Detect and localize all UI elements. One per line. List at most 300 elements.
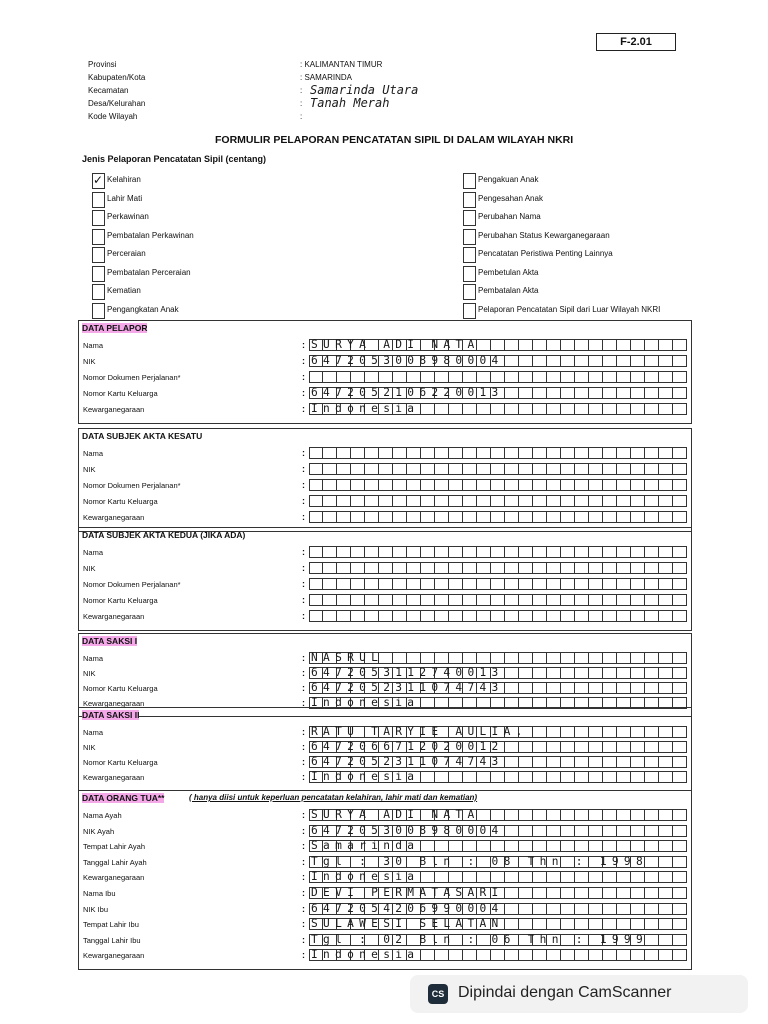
row-colon: :	[302, 757, 305, 767]
grid-cell	[421, 610, 435, 622]
grid-cell	[505, 371, 519, 383]
row-colon: :	[302, 496, 305, 506]
grid-cell	[491, 652, 505, 664]
grid-cell	[603, 447, 617, 459]
input-grid[interactable]	[309, 756, 687, 769]
input-grid[interactable]	[309, 355, 687, 368]
row-label: Nomor Kartu Keluarga	[83, 684, 158, 693]
input-grid[interactable]	[309, 856, 687, 869]
grid-cell	[505, 463, 519, 475]
grid-cell	[561, 809, 575, 821]
grid-cell	[463, 771, 477, 783]
grid-cell	[533, 403, 547, 415]
grid-cell	[561, 562, 575, 574]
grid-cell	[603, 578, 617, 590]
grid-cell	[491, 546, 505, 558]
grid-cell	[393, 495, 407, 507]
row-label: Nomor Kartu Keluarga	[83, 497, 158, 506]
grid-cell	[659, 887, 673, 899]
input-grid[interactable]	[309, 652, 687, 665]
grid-cell	[575, 355, 589, 367]
grid-cell	[589, 578, 603, 590]
grid-cell	[407, 652, 421, 664]
grid-cell	[463, 371, 477, 383]
grid-cell	[435, 511, 449, 523]
row-value: Tgl : 02 Bln : 06 Thn : 1999	[311, 932, 648, 946]
grid-cell	[645, 825, 659, 837]
grid-cell	[547, 546, 561, 558]
grid-cell	[645, 562, 659, 574]
form-row	[79, 495, 691, 509]
input-grid[interactable]	[309, 339, 687, 352]
grid-cell	[659, 771, 673, 783]
jenis-checkbox[interactable]	[463, 229, 476, 245]
grid-cell	[673, 594, 687, 606]
grid-cell	[519, 479, 533, 491]
grid-cell	[505, 387, 519, 399]
grid-cell	[449, 652, 463, 664]
grid-cell	[519, 741, 533, 753]
grid-cell	[645, 546, 659, 558]
grid-cell	[673, 903, 687, 915]
grid-cell	[505, 949, 519, 961]
grid-cell	[645, 887, 659, 899]
row-label: Tempat Lahir Ibu	[83, 920, 139, 930]
grid-cell	[491, 578, 505, 590]
grid-cell	[547, 403, 561, 415]
row-label: Nomor Kartu Keluarga	[83, 596, 158, 605]
grid-cell	[309, 610, 323, 622]
jenis-checkbox[interactable]	[463, 192, 476, 208]
grid-cell	[365, 371, 379, 383]
header-value: :	[300, 99, 303, 108]
row-colon: :	[302, 388, 305, 398]
form-row	[79, 809, 691, 823]
grid-cell	[365, 594, 379, 606]
grid-cell	[519, 610, 533, 622]
grid-cell	[379, 610, 393, 622]
grid-cell	[477, 871, 491, 883]
grid-cell	[533, 949, 547, 961]
section-title: DATA ORANG TUA**	[82, 793, 165, 803]
grid-cell	[561, 447, 575, 459]
grid-cell	[547, 578, 561, 590]
grid-cell	[491, 949, 505, 961]
grid-cell	[617, 652, 631, 664]
grid-cell	[393, 479, 407, 491]
input-grid[interactable]	[309, 682, 687, 695]
grid-cell	[547, 756, 561, 768]
grid-cell	[505, 578, 519, 590]
input-grid[interactable]	[309, 562, 687, 575]
grid-cell	[561, 949, 575, 961]
grid-cell	[645, 918, 659, 930]
row-colon: :	[302, 340, 305, 350]
grid-cell	[603, 949, 617, 961]
grid-cell	[659, 511, 673, 523]
grid-cell	[673, 546, 687, 558]
grid-cell	[575, 771, 589, 783]
grid-cell	[673, 809, 687, 821]
input-grid[interactable]	[309, 918, 687, 931]
input-grid[interactable]	[309, 479, 687, 492]
grid-cell	[547, 840, 561, 852]
grid-cell	[603, 562, 617, 574]
grid-cell	[589, 871, 603, 883]
grid-cell	[421, 578, 435, 590]
grid-cell	[645, 741, 659, 753]
grid-cell	[407, 594, 421, 606]
jenis-checkbox[interactable]	[92, 192, 105, 208]
jenis-label: Pengesahan Anak	[478, 193, 543, 203]
grid-cell	[323, 495, 337, 507]
grid-cell	[519, 511, 533, 523]
grid-cell	[603, 403, 617, 415]
grid-cell	[547, 667, 561, 679]
grid-cell	[547, 339, 561, 351]
grid-cell	[533, 887, 547, 899]
grid-cell	[575, 479, 589, 491]
jenis-label: Lahir Mati	[107, 193, 143, 203]
input-grid[interactable]	[309, 594, 687, 607]
grid-cell	[463, 511, 477, 523]
grid-cell	[645, 594, 659, 606]
grid-cell	[575, 809, 589, 821]
row-label: Kewarganegaraan	[83, 405, 145, 414]
grid-cell	[659, 403, 673, 415]
grid-cell	[645, 610, 659, 622]
grid-cell	[477, 495, 491, 507]
grid-cell	[645, 667, 659, 679]
grid-cell	[365, 495, 379, 507]
jenis-checkbox[interactable]	[463, 303, 476, 319]
row-colon: :	[302, 547, 305, 557]
input-grid[interactable]	[309, 667, 687, 680]
grid-cell	[393, 371, 407, 383]
grid-cell	[589, 355, 603, 367]
grid-cell	[505, 495, 519, 507]
input-grid[interactable]	[309, 463, 687, 476]
section-subjek2	[78, 527, 692, 631]
grid-cell	[603, 756, 617, 768]
grid-cell	[463, 479, 477, 491]
grid-cell	[309, 578, 323, 590]
grid-cell	[575, 682, 589, 694]
grid-cell	[645, 682, 659, 694]
section-title: DATA PELAPOR	[82, 323, 148, 333]
grid-cell	[533, 771, 547, 783]
header-value: :	[300, 86, 303, 95]
grid-cell	[631, 726, 645, 738]
grid-cell	[603, 387, 617, 399]
input-grid[interactable]	[309, 840, 687, 853]
grid-cell	[449, 511, 463, 523]
grid-cell	[589, 949, 603, 961]
grid-cell	[421, 840, 435, 852]
row-value: Samarinda	[311, 839, 420, 853]
grid-cell	[519, 667, 533, 679]
grid-cell	[547, 479, 561, 491]
grid-cell	[589, 726, 603, 738]
jenis-checkbox[interactable]	[463, 266, 476, 282]
grid-cell	[589, 825, 603, 837]
input-grid[interactable]	[309, 387, 687, 400]
grid-cell	[519, 562, 533, 574]
input-grid[interactable]	[309, 741, 687, 754]
grid-cell	[435, 594, 449, 606]
grid-cell	[309, 511, 323, 523]
grid-cell	[631, 918, 645, 930]
grid-cell	[435, 479, 449, 491]
grid-cell	[603, 809, 617, 821]
grid-cell	[589, 652, 603, 664]
grid-cell	[491, 871, 505, 883]
grid-cell	[435, 610, 449, 622]
row-value: Indonesia	[311, 402, 420, 415]
grid-cell	[365, 463, 379, 475]
grid-cell	[659, 682, 673, 694]
grid-cell	[589, 495, 603, 507]
grid-cell	[491, 610, 505, 622]
jenis-checkbox[interactable]	[463, 247, 476, 263]
jenis-checkbox[interactable]	[463, 284, 476, 300]
jenis-checkbox[interactable]	[463, 173, 476, 189]
row-value: DEVI PERMATASARI	[311, 886, 504, 899]
form-row	[79, 355, 691, 369]
grid-cell	[477, 610, 491, 622]
row-colon: :	[302, 872, 305, 883]
grid-cell	[575, 371, 589, 383]
input-grid[interactable]	[309, 403, 687, 416]
grid-cell	[463, 840, 477, 852]
input-grid[interactable]	[309, 825, 687, 838]
form-row	[79, 825, 691, 839]
grid-cell	[379, 578, 393, 590]
form-row	[79, 447, 691, 461]
grid-cell	[547, 495, 561, 507]
grid-cell	[547, 562, 561, 574]
row-label: NIK	[83, 564, 96, 573]
grid-cell	[351, 479, 365, 491]
grid-cell	[561, 403, 575, 415]
grid-cell	[645, 339, 659, 351]
grid-cell	[673, 578, 687, 590]
input-grid[interactable]	[309, 511, 687, 524]
grid-cell	[491, 371, 505, 383]
grid-cell	[575, 610, 589, 622]
grid-cell	[421, 771, 435, 783]
form-row	[79, 741, 691, 755]
row-value: 6472053008980004	[311, 354, 504, 367]
grid-cell	[561, 726, 575, 738]
grid-cell	[519, 387, 533, 399]
input-grid[interactable]	[309, 371, 687, 384]
grid-cell	[533, 918, 547, 930]
grid-cell	[589, 756, 603, 768]
grid-cell	[575, 387, 589, 399]
grid-cell	[603, 741, 617, 753]
row-label: Nama	[83, 654, 104, 663]
row-value: 6472052311074743	[311, 755, 504, 768]
header-value: : SAMARINDA	[300, 73, 353, 82]
grid-cell	[309, 479, 323, 491]
grid-cell	[561, 840, 575, 852]
grid-cell	[631, 339, 645, 351]
grid-cell	[533, 840, 547, 852]
grid-cell	[379, 594, 393, 606]
grid-cell	[659, 546, 673, 558]
grid-cell	[463, 546, 477, 558]
grid-cell	[491, 562, 505, 574]
grid-cell	[533, 463, 547, 475]
grid-cell	[379, 546, 393, 558]
jenis-checkbox[interactable]	[92, 247, 105, 263]
grid-cell	[519, 652, 533, 664]
input-grid[interactable]	[309, 903, 687, 916]
input-grid[interactable]	[309, 949, 687, 962]
grid-cell	[533, 371, 547, 383]
grid-cell	[603, 495, 617, 507]
jenis-checkbox[interactable]	[463, 210, 476, 226]
form-row	[79, 667, 691, 681]
grid-cell	[533, 756, 547, 768]
row-colon: :	[302, 950, 305, 961]
grid-cell	[435, 771, 449, 783]
grid-cell	[631, 463, 645, 475]
grid-cell	[323, 578, 337, 590]
grid-cell	[533, 447, 547, 459]
grid-cell	[533, 726, 547, 738]
grid-cell	[519, 825, 533, 837]
row-colon: :	[302, 934, 305, 945]
grid-cell	[547, 871, 561, 883]
row-label: Tanggal Lahir Ayah	[83, 857, 147, 867]
grid-cell	[603, 652, 617, 664]
grid-cell	[505, 479, 519, 491]
row-colon: :	[302, 742, 305, 752]
grid-cell	[561, 771, 575, 783]
grid-cell	[575, 546, 589, 558]
grid-cell	[435, 371, 449, 383]
header-label: Kabupaten/Kota	[88, 73, 146, 82]
grid-cell	[617, 918, 631, 930]
row-label: Nomor Dokumen Perjalanan*	[83, 373, 181, 382]
grid-cell	[561, 918, 575, 930]
grid-cell	[393, 546, 407, 558]
grid-cell	[631, 562, 645, 574]
grid-cell	[617, 511, 631, 523]
jenis-checkbox[interactable]	[92, 229, 105, 245]
form-title: FORMULIR PELAPORAN PENCATATAN SIPIL DI DALAM WILAYAH NKRI	[215, 134, 574, 146]
grid-cell	[421, 511, 435, 523]
grid-cell	[449, 840, 463, 852]
input-grid[interactable]	[309, 726, 687, 739]
grid-cell	[407, 511, 421, 523]
grid-cell	[617, 682, 631, 694]
jenis-checkbox[interactable]: ✓	[93, 173, 104, 187]
grid-cell	[435, 447, 449, 459]
grid-cell	[449, 479, 463, 491]
grid-cell	[477, 463, 491, 475]
grid-cell	[533, 682, 547, 694]
row-colon: :	[302, 668, 305, 678]
grid-cell	[477, 546, 491, 558]
grid-cell	[505, 871, 519, 883]
grid-cell	[379, 562, 393, 574]
grid-cell	[547, 447, 561, 459]
grid-cell	[575, 825, 589, 837]
row-colon: :	[302, 595, 305, 605]
grid-cell	[645, 479, 659, 491]
jenis-checkbox[interactable]	[92, 303, 105, 319]
grid-cell	[645, 578, 659, 590]
row-label: Nomor Kartu Keluarga	[83, 758, 158, 767]
grid-cell	[491, 771, 505, 783]
grid-cell	[463, 463, 477, 475]
grid-cell	[561, 825, 575, 837]
input-grid[interactable]	[309, 546, 687, 559]
grid-cell	[505, 771, 519, 783]
grid-cell	[505, 562, 519, 574]
jenis-checkbox[interactable]	[92, 210, 105, 226]
row-label: NIK Ibu	[83, 904, 109, 914]
grid-cell	[561, 387, 575, 399]
grid-cell	[477, 840, 491, 852]
grid-cell	[631, 371, 645, 383]
jenis-label: Pembatalan Perkawinan	[107, 230, 194, 240]
grid-cell	[645, 840, 659, 852]
grid-cell	[323, 610, 337, 622]
row-value: 6472053112740013	[311, 666, 504, 679]
input-grid[interactable]	[309, 887, 687, 900]
grid-cell	[407, 463, 421, 475]
form-row	[79, 652, 691, 666]
input-grid[interactable]	[309, 610, 687, 623]
grid-cell	[659, 903, 673, 915]
grid-cell	[547, 903, 561, 915]
grid-cell	[673, 856, 687, 868]
grid-cell	[323, 463, 337, 475]
grid-cell	[617, 741, 631, 753]
grid-cell	[561, 578, 575, 590]
input-grid[interactable]	[309, 578, 687, 591]
header-value: :	[300, 112, 303, 121]
jenis-checkbox[interactable]	[92, 266, 105, 282]
grid-cell	[673, 949, 687, 961]
grid-cell	[673, 403, 687, 415]
grid-cell	[309, 562, 323, 574]
input-grid[interactable]	[309, 771, 687, 784]
row-colon: :	[302, 727, 305, 737]
input-grid[interactable]	[309, 871, 687, 884]
row-value: 6472054206990004	[311, 901, 504, 915]
grid-cell	[393, 463, 407, 475]
grid-cell	[659, 809, 673, 821]
grid-cell	[407, 562, 421, 574]
input-grid[interactable]	[309, 809, 687, 822]
grid-cell	[673, 610, 687, 622]
row-label: Nama Ayah	[83, 811, 122, 820]
jenis-checkbox[interactable]	[92, 284, 105, 300]
input-grid[interactable]	[309, 447, 687, 460]
grid-cell	[309, 463, 323, 475]
input-grid[interactable]	[309, 495, 687, 508]
input-grid[interactable]	[309, 934, 687, 947]
form-row	[79, 578, 691, 592]
row-label: Nama	[83, 728, 104, 737]
grid-cell	[659, 355, 673, 367]
header-value: : KALIMANTAN TIMUR	[300, 60, 383, 69]
